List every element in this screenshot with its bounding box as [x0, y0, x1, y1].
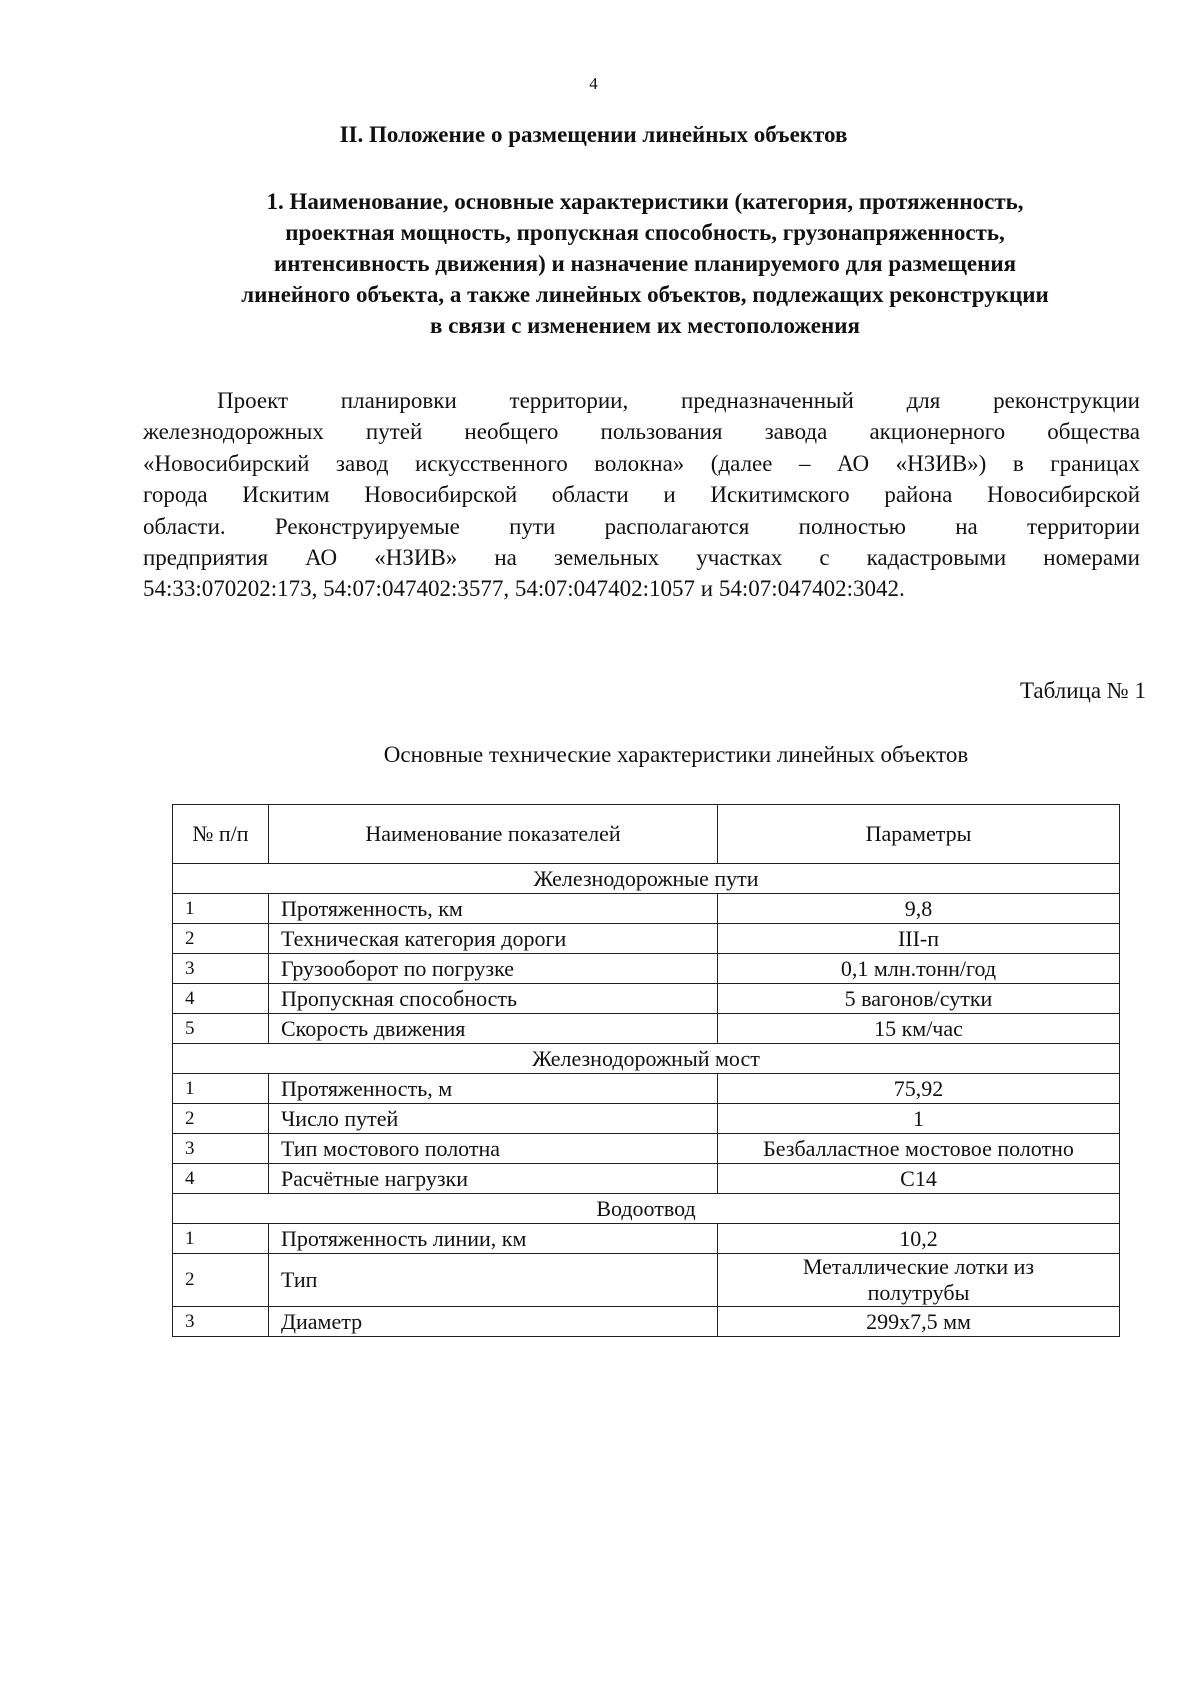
table-row — [173, 1307, 1120, 1337]
table-row — [173, 1104, 1120, 1134]
characteristics-table — [172, 804, 1120, 1337]
header-name: Наименование показателей — [269, 805, 718, 864]
row-name: Расчётные нагрузки — [269, 1164, 718, 1194]
table-row — [173, 984, 1120, 1014]
subsection-heading-line: проектная мощность, пропускная способность, грузонапряженность, — [285, 220, 1005, 245]
table-row — [173, 1254, 1120, 1307]
table-row — [173, 954, 1120, 984]
group-row — [173, 1044, 1120, 1074]
row-num: 2 — [173, 924, 269, 954]
body-paragraph — [143, 385, 1140, 605]
row-value: Металлические лотки из полутрубы — [718, 1254, 1120, 1307]
page-number: 4 — [589, 74, 598, 93]
subsection-heading-line: интенсивность движения) и назначение планируемого для размещения — [273, 251, 1017, 276]
group-title: Железнодорожные пути — [173, 864, 1120, 894]
row-name: Тип — [269, 1254, 718, 1307]
paragraph-line: города Искитим Новосибирской области и Искитимского района Новосибирской — [143, 482, 1140, 508]
row-value: 0,1 млн.тонн/год — [718, 954, 1120, 984]
row-value: С14 — [718, 1164, 1120, 1194]
row-value: III-п — [718, 924, 1120, 954]
table-row — [173, 1134, 1120, 1164]
row-num: 5 — [173, 1014, 269, 1044]
group-title: Водоотвод — [173, 1194, 1120, 1224]
row-value: 5 вагонов/сутки — [718, 984, 1120, 1014]
paragraph-line: 54:33:070202:173, 54:07:047402:3577, 54:07:047402:1057 и 54:07:047402:3042. — [143, 576, 905, 602]
table-header-row — [173, 805, 1120, 864]
table-row — [173, 1074, 1120, 1104]
row-name: Грузооборот по погрузке — [269, 954, 718, 984]
row-value: 15 км/час — [718, 1014, 1120, 1044]
row-value: Безбалластное мостовое полотно — [718, 1134, 1120, 1164]
header-num: № п/п — [173, 805, 269, 864]
group-row — [173, 864, 1120, 894]
subsection-heading — [140, 186, 1150, 341]
table-row — [173, 924, 1120, 954]
table-row — [173, 1224, 1120, 1254]
row-value: 1 — [718, 1104, 1120, 1134]
row-name: Диаметр — [269, 1307, 718, 1337]
table-row — [173, 1014, 1120, 1044]
section-title: II. Положение о размещении линейных объектов — [339, 122, 848, 147]
row-num: 1 — [173, 1074, 269, 1104]
row-name: Протяженность линии, км — [269, 1224, 718, 1254]
table-row — [173, 894, 1120, 924]
row-name: Тип мостового полотна — [269, 1134, 718, 1164]
table-row — [173, 1164, 1120, 1194]
row-num: 2 — [173, 1254, 269, 1307]
row-value: 299х7,5 мм — [718, 1307, 1120, 1337]
subsection-heading-line: в связи с изменением их местоположения — [430, 313, 860, 338]
row-name: Скорость движения — [269, 1014, 718, 1044]
row-name: Пропускная способность — [269, 984, 718, 1014]
characteristics-table-wrapper — [172, 804, 1119, 1337]
row-num: 4 — [173, 984, 269, 1014]
paragraph-line: предприятия АО «НЗИВ» на земельных участках с кадастровыми номерами — [143, 545, 1140, 571]
header-value: Параметры — [718, 805, 1120, 864]
subsection-heading-line: линейного объекта, а также линейных объектов, подлежащих реконструкции — [241, 282, 1049, 307]
row-num: 1 — [173, 1224, 269, 1254]
row-name: Протяженность, м — [269, 1074, 718, 1104]
row-value: 75,92 — [718, 1074, 1120, 1104]
row-num: 3 — [173, 1134, 269, 1164]
subsection-heading-line: 1. Наименование, основные характеристики (категория, протяженность, — [266, 189, 1024, 214]
row-value: 9,8 — [718, 894, 1120, 924]
group-row — [173, 1194, 1120, 1224]
row-num: 1 — [173, 894, 269, 924]
row-name: Протяженность, км — [269, 894, 718, 924]
row-name: Число путей — [269, 1104, 718, 1134]
paragraph-line: «Новосибирский завод искусственного волокна» (далее – АО «НЗИВ») в границах — [143, 450, 1140, 476]
paragraph-line: области. Реконструируемые пути располагаются полностью на территории — [143, 513, 1140, 539]
row-num: 4 — [173, 1164, 269, 1194]
row-num: 3 — [173, 954, 269, 984]
table-number: Таблица № 1 — [1019, 678, 1146, 703]
paragraph-line: железнодорожных путей необщего пользования завода акционерного общества — [143, 419, 1140, 445]
paragraph-line: Проект планировки территории, предназначенный для реконструкции — [217, 388, 1140, 413]
table-caption: Основные технические характеристики линейных объектов — [383, 742, 969, 767]
row-name: Техническая категория дороги — [269, 924, 718, 954]
row-value: 10,2 — [718, 1224, 1120, 1254]
row-num: 3 — [173, 1307, 269, 1337]
group-title: Железнодорожный мост — [173, 1044, 1120, 1074]
row-num: 2 — [173, 1104, 269, 1134]
